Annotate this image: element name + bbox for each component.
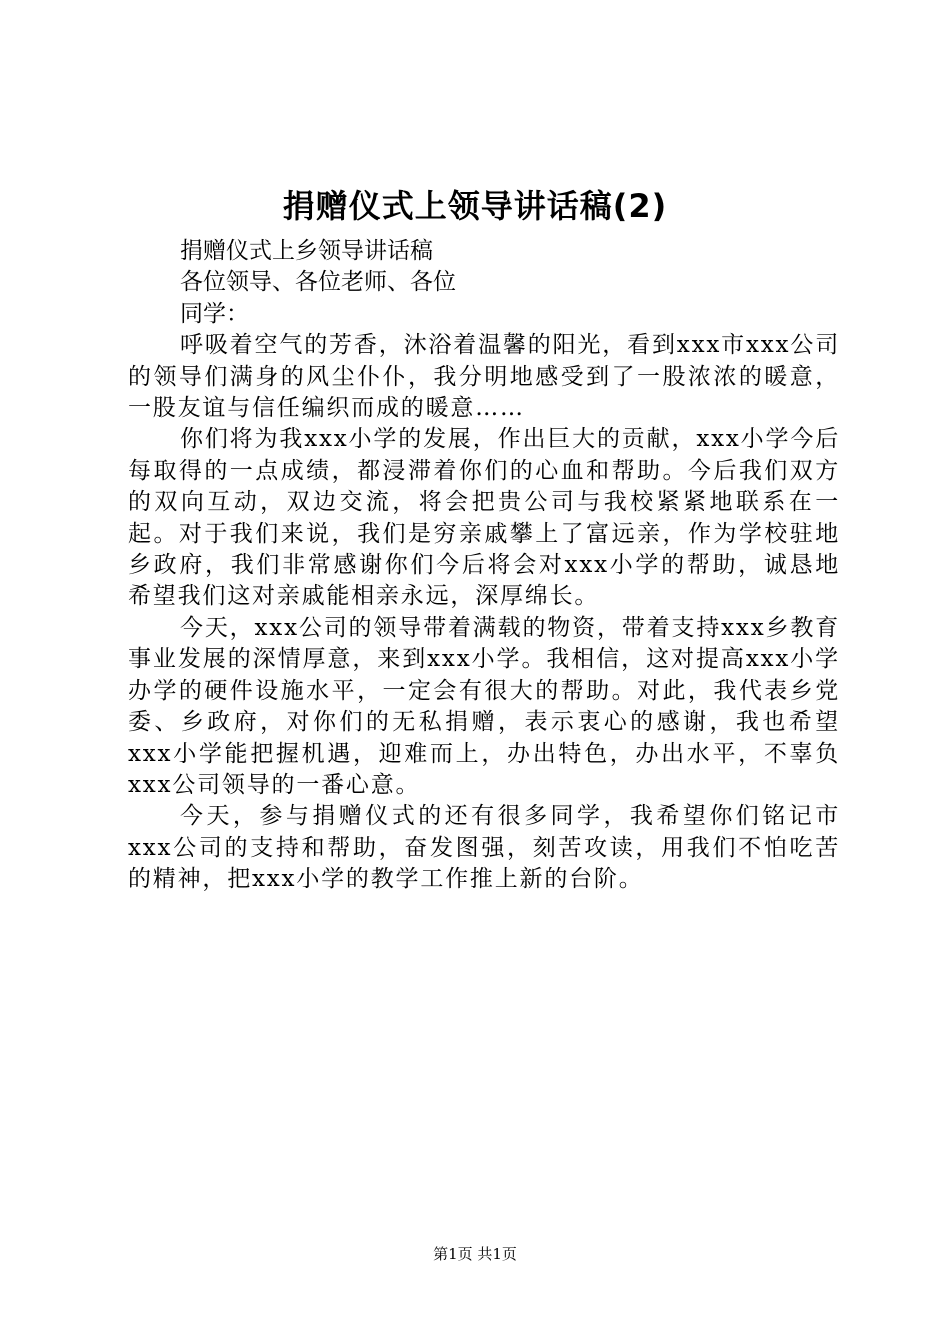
document-title: 捐赠仪式上领导讲话稿(2) bbox=[282, 187, 668, 225]
page-number-footer: 第1页 共1页 bbox=[433, 1245, 517, 1263]
salutation-line-continued: 同学： bbox=[180, 300, 249, 327]
paragraph-1: 呼吸着空气的芳香，沐浴着温馨的阳光，看到xxx市xxx公司的领导们满身的风尘仆仆，我分明地感受到了一股浓浓的暖意，一股友谊与信任编织而成的暖意…… bbox=[128, 332, 840, 422]
paragraph-3: 今天，xxx公司的领导带着满载的物资，带着支持xxx乡教育事业发展的深情厚意，来到xxx小学。我相信，这对提高xxx小学办学的硬件设施水平，一定会有很大的帮助。对此，我代表乡党委、乡政府，对你们的无私捐赠，表示衷心的感谢，我也希望xxx小学能把握机遇，迎难而上，办出特色，办出水平，不辜负xxx公司领导的一番心意。 bbox=[128, 614, 840, 798]
paragraph-2: 你们将为我xxx小学的发展，作出巨大的贡献，xxx小学今后每取得的一点成绩，都浸滞着你们的心血和帮助。今后我们双方的双向互动，双边交流，将会把贵公司与我校紧紧地联系在一起。对于我们来说，我们是穷亲戚攀上了富远亲，作为学校驻地乡政府，我们非常感谢你们今后将会对xxx小学的帮助，诚恳地希望我们这对亲戚能相亲永远，深厚绵长。 bbox=[128, 426, 840, 610]
subtitle-line: 捐赠仪式上乡领导讲话稿 bbox=[180, 238, 433, 264]
document-body bbox=[128, 236, 840, 896]
salutation-line: 各位领导、各位老师、各位 bbox=[180, 269, 456, 296]
paragraph-4: 今天，参与捐赠仪式的还有很多同学，我希望你们铭记市xxx公司的支持和帮助，奋发图强，刻苦攻读，用我们不怕吃苦的精神，把xxx小学的教学工作推上新的台阶。 bbox=[128, 803, 840, 893]
